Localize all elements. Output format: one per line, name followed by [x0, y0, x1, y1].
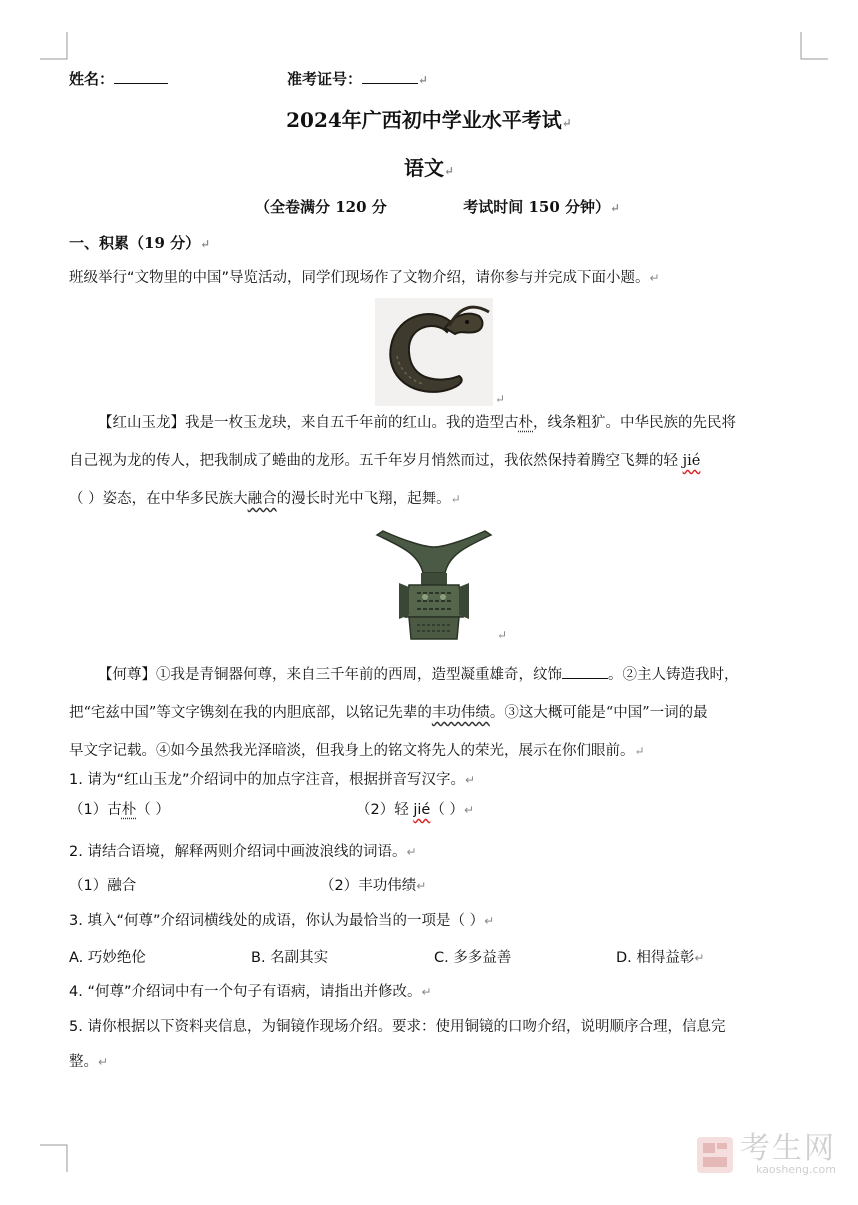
question-2-text: 2. 请结合语境，解释两则介绍词中画波浪线的词语。	[69, 844, 407, 860]
hongshan-line-2	[69, 442, 799, 480]
paragraph-mark: ↵	[464, 773, 476, 787]
q3-option-b[interactable]	[251, 946, 328, 967]
hongshan-text-2a: 自己视为龙的传人，把我制成了蜷曲的龙形。五千年岁月悄然而过，我依然保持着腾空飞舞的轻	[69, 453, 683, 469]
dotted-char: 朴	[518, 415, 533, 431]
q1-opt2-pinyin: jié	[413, 802, 431, 818]
question-5-line-2	[69, 1050, 108, 1071]
wavy-word-ronghe: 融合	[247, 491, 277, 507]
hongshan-text-1b: ，线条粗犷。中华民族的先民将	[533, 415, 736, 431]
q1-opt2-label: （2）轻	[356, 802, 414, 818]
paragraph-mark: ↵	[200, 237, 211, 251]
paragraph-mark: ↵	[443, 164, 455, 178]
section-intro-text: 班级举行“文物里的中国”导览活动，同学们现场作了文物介绍，请你参与并完成下面小题。	[69, 270, 650, 286]
question-5-line-1	[69, 1015, 725, 1036]
hezun-line-3	[69, 732, 799, 770]
hongshan-line-3	[69, 480, 799, 518]
question-4	[69, 980, 432, 1001]
section-intro	[69, 266, 660, 287]
hezun-line-1	[69, 656, 799, 694]
subject-text: 语文	[403, 156, 444, 180]
hezun-blank[interactable]	[562, 664, 608, 679]
paragraph-mark: ↵	[634, 744, 645, 758]
wavy-word-fenggongweiji: 丰功伟绩	[431, 705, 490, 721]
q3-option-a-text: A. 巧妙绝伦	[69, 950, 146, 966]
paragraph-mark: ↵	[649, 271, 660, 285]
question-2	[69, 840, 417, 861]
question-1-option-1	[69, 798, 170, 819]
paragraph-mark: ↵	[561, 116, 572, 130]
q3-option-d-text: D. 相得益彰	[616, 950, 695, 966]
watermark	[695, 1131, 836, 1176]
question-5-text-1: 5. 请你根据以下资料夹信息，为铜镜作现场介绍。要求：使用铜镜的口吻介绍，说明顺序合理，信息完	[69, 1019, 726, 1035]
paragraph-mark: ↵	[497, 628, 508, 642]
paragraph-mark: ↵	[421, 985, 432, 999]
question-4-text: 4. “何尊”介绍词中有一个句子有语病，请指出并修改。	[69, 984, 422, 1000]
hezun-text-1a: ①我是青铜器何尊，来自三千年前的西周，造型凝重雄奇，纹饰	[156, 667, 562, 683]
q1-opt1-dotted-char: 朴	[121, 802, 137, 818]
q3-option-d[interactable]	[616, 946, 704, 967]
hongshan-paragraph	[69, 404, 799, 518]
full-score: （全卷满分 120 分	[255, 198, 387, 216]
hongshan-tag: 【红山玉龙】	[98, 415, 185, 431]
hezun-line-2	[69, 694, 799, 732]
question-2-option-2	[320, 874, 426, 895]
pinyin-jie: jié	[682, 453, 701, 469]
question-2-option-1	[69, 874, 136, 895]
paragraph-mark: ↵	[406, 845, 417, 859]
paragraph-mark: ↵	[416, 879, 427, 893]
hezun-paragraph	[69, 656, 799, 770]
title-text: 2024年广西初中学业水平考试	[286, 108, 562, 132]
hezun-text-2b: 。③这大概可能是“中国”一词的最	[489, 705, 708, 721]
hongshan-text-3a: （ ）姿态，在中华多民族大	[69, 491, 248, 507]
paragraph-mark: ↵	[495, 392, 506, 406]
exam-id-blank[interactable]	[362, 69, 418, 84]
hongshan-text-1a: 我是一枚玉龙玦，来自五千年前的红山。我的造型古	[185, 415, 519, 431]
page-title	[0, 104, 858, 133]
crop-mark-top-left	[40, 32, 68, 60]
exam-id-label: 准考证号：	[287, 70, 363, 88]
hongshan-text-3b: 的漫长时光中飞翔，起舞。	[276, 491, 451, 507]
paragraph-mark: ↵	[98, 1055, 109, 1069]
jade-dragon-image	[375, 298, 493, 406]
subject-title	[0, 152, 858, 181]
name-blank[interactable]	[114, 69, 168, 84]
crop-mark-bottom-left	[40, 1144, 68, 1172]
hezun-tag: 【何尊】	[98, 667, 156, 683]
q3-option-c[interactable]	[434, 946, 511, 967]
q1-opt2-answer-blank[interactable]: （ ）	[430, 802, 464, 818]
q3-option-a[interactable]	[69, 946, 146, 967]
hezun-text-2a: 把“宅兹中国”等文字镌刻在我的内胆底部，以铭记先辈的	[69, 705, 432, 721]
q2-opt1-text: （1）融合	[69, 878, 137, 894]
question-1-option-2	[356, 798, 474, 819]
watermark-cn: 考生网	[740, 1131, 836, 1166]
exam-id-field	[287, 68, 428, 89]
paragraph-mark: ↵	[450, 492, 461, 506]
exam-duration: 考试时间 150 分钟）	[463, 198, 610, 216]
section-heading-text: 一、积累（19 分）	[69, 234, 201, 252]
name-label: 姓名：	[69, 70, 115, 88]
hongshan-line-1	[69, 404, 799, 442]
q2-opt2-text: （2）丰功伟绩	[320, 878, 417, 894]
crop-mark-top-right	[800, 32, 828, 60]
watermark-en: kaosheng.com	[755, 1163, 836, 1176]
q3-option-c-text: C. 多多益善	[434, 950, 512, 966]
q1-opt1-answer-blank[interactable]: （ ）	[136, 802, 170, 818]
question-1-text: 1. 请为“红山玉龙”介绍词中的加点字注音，根据拼音写汉字。	[69, 772, 465, 788]
section-heading	[69, 232, 210, 253]
hezun-text-1b: 。②主人铸造我时，	[608, 667, 739, 683]
exam-info	[255, 196, 620, 217]
paragraph-mark: ↵	[418, 73, 429, 87]
name-field	[69, 68, 168, 89]
hezun-text-3: 早文字记载。④如今虽然我光泽暗淡，但我身上的铭文将先人的荣光，展示在你们眼前。	[69, 743, 635, 759]
question-5-text-2: 整。	[69, 1054, 98, 1070]
paragraph-mark: ↵	[694, 951, 705, 965]
question-1	[69, 768, 475, 789]
q1-opt1-label: （1）古	[69, 802, 122, 818]
paragraph-mark: ↵	[610, 201, 621, 215]
question-3-text: 3. 填入“何尊”介绍词横线处的成语，你认为最恰当的一项是（ ）	[69, 913, 485, 929]
he-zun-bronze-image	[373, 527, 495, 643]
q3-option-b-text: B. 名副其实	[251, 950, 329, 966]
question-3	[69, 909, 494, 930]
paragraph-mark: ↵	[463, 803, 474, 817]
paragraph-mark: ↵	[484, 914, 495, 928]
kaosheng-logo-icon	[695, 1135, 735, 1175]
